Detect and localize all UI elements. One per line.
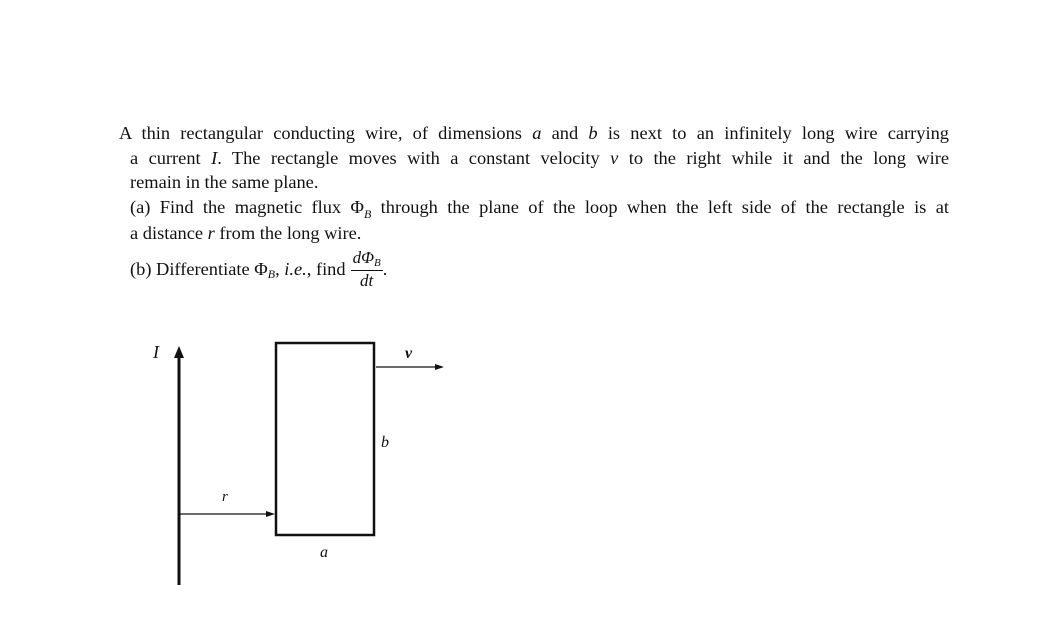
problem-line-1: A thin rectangular conducting wire, of dimensions a and b is next to an infinitely long wire carrying [119, 123, 949, 143]
part-b-statement: (b) Differentiate Φ B , i.e. , find $\frac{\text{dΦB}}{dt}$ . [130, 247, 388, 290]
problem-line-5: a distance r from the long wire. [130, 223, 362, 243]
height-label: b [381, 434, 389, 451]
current-arrow-icon [174, 346, 184, 358]
velocity-label: v [405, 345, 413, 362]
problem-line-2: a current I. The rectangle moves with a constant velocity v to the right while it and the long wire [130, 147, 949, 168]
derivative-fraction: $\frac{\text{dΦB}}{dt}$ [352, 247, 381, 290]
current-label: I [153, 342, 159, 362]
distance-label: r [222, 489, 228, 505]
distance-arrow-icon [266, 511, 275, 517]
conducting-loop [276, 343, 374, 535]
problem-line-3: remain in the same plane. [130, 172, 319, 192]
problem-line-4: (a) Find the magnetic flux $\Phi_B$ through the plane of the loop when the left side of the rectangle is at [130, 196, 949, 221]
width-label: a [320, 544, 328, 561]
velocity-arrow-icon [435, 364, 444, 370]
